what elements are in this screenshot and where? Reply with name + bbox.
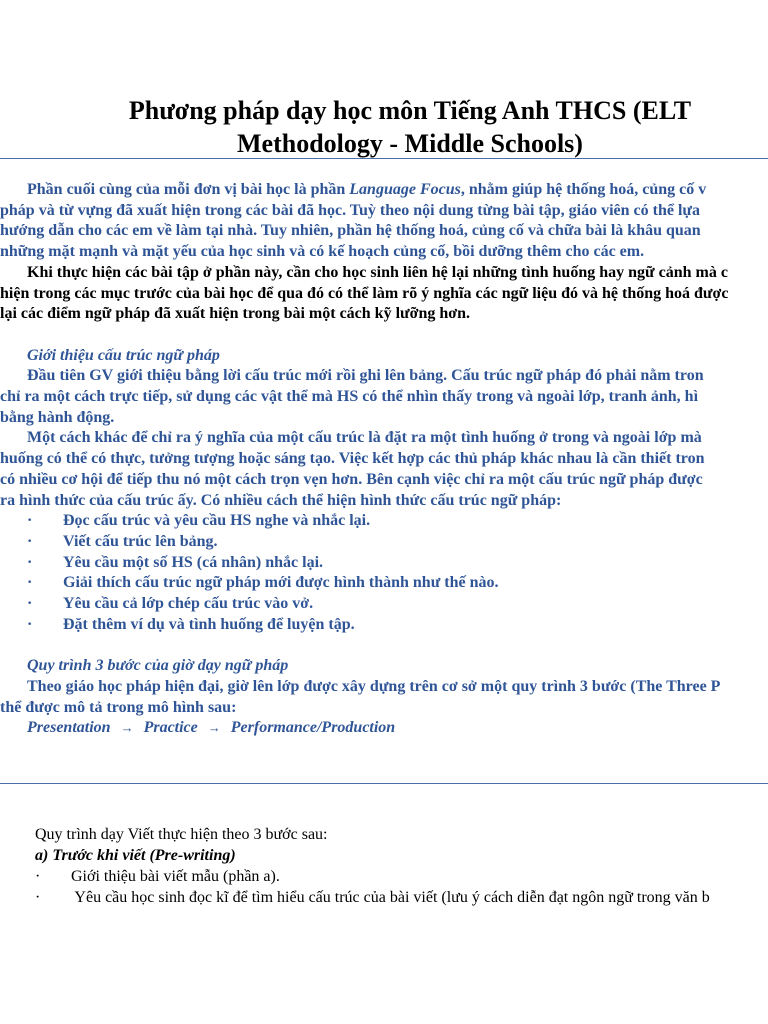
paragraph-3-line: chỉ ra một cách trực tiếp, sử dụng các vật thể mà HS có thể nhìn thấy trong và ngoài lớp, tranh ảnh, hì <box>0 388 699 406</box>
bullet-icon: · <box>27 615 33 633</box>
main-content <box>0 180 768 739</box>
flow-step-presentation: Presentation <box>27 719 111 737</box>
section-heading-three-step: Quy trình 3 bước của giờ dạy ngữ pháp <box>27 657 289 675</box>
paragraph-2-line: Khi thực hiện các bài tập ở phần này, cần cho học sinh liên hệ lại những tình huống hay ngữ cảnh mà c <box>27 263 728 281</box>
bullet-icon: · <box>27 574 33 592</box>
paragraph-4-line: có nhiều cơ hội để tiếp thu nó một cách trọn vẹn hơn. Bên cạnh việc chỉ ra một cấu trúc ngữ pháp được <box>0 470 703 488</box>
writing-section <box>0 824 768 908</box>
paragraph-5-line: thể được mô tả trong mô hình sau: <box>0 698 237 716</box>
paragraph-1-line: những mặt mạnh và mặt yếu của học sinh và có kế hoạch củng cố, bồi dưỡng thêm cho các em. <box>0 243 645 261</box>
document-title <box>0 94 768 160</box>
paragraph-3-line: bằng hành động. <box>0 408 115 426</box>
paragraph-2-line: hiện trong các mục trước của bài học để qua đó có thể làm rõ ý nghĩa các ngữ liệu đó và hệ thống hoá được <box>0 284 729 302</box>
arrow-right-icon: → <box>207 720 221 736</box>
paragraph-1-line: pháp và từ vựng đã xuất hiện trong các bài đã học. Tuỳ theo nội dung từng bài tập, giáo viên có thể lựa <box>0 201 701 219</box>
bullet-icon: · <box>27 532 33 550</box>
paragraph-3-line: Đầu tiên GV giới thiệu bằng lời cấu trúc mới rồi ghi lên bảng. Cấu trúc ngữ pháp đó phải nằm tron <box>27 367 704 385</box>
paragraph-4-line: ra hình thức của cấu trúc ấy. Có nhiều cách thể hiện hình thức cấu trúc ngữ pháp: <box>0 491 562 509</box>
process-flow <box>0 718 768 739</box>
paragraph-4-line: huống có thể có thực, tưởng tượng hoặc sáng tạo. Việc kết hợp các thủ pháp khác nhau là cần thiết tron <box>0 450 705 468</box>
paragraph-4-line: Một cách khác để chỉ ra ý nghĩa của một cấu trúc là đặt ra một tình huống ở trong và ngoài lớp mà <box>27 429 702 447</box>
paragraph-1-line: Phần cuối cùng của mỗi đơn vị bài học là phần Language Focus, nhằm giúp hệ thống hoá, củng cố v <box>27 181 707 198</box>
list-item: · Đặt thêm ví dụ và tình huống để luyện tập. <box>0 615 768 636</box>
bullet-icon: · <box>27 595 33 613</box>
list-item: · Giới thiệu bài viết mẫu (phần a). <box>0 866 768 887</box>
arrow-right-icon: → <box>120 720 134 736</box>
top-divider <box>0 158 768 159</box>
paragraph-5-line: Theo giáo học pháp hiện đại, giờ lên lớp được xây dựng trên cơ sở một quy trình 3 bước (The Three P <box>27 677 721 695</box>
bullet-icon: · <box>35 868 41 885</box>
flow-step-performance: Performance/Production <box>230 719 396 737</box>
paragraph-1-line: hướng dẫn cho các em về làm tại nhà. Tuy nhiên, phần hệ thống hoá, củng cố và chữa bài là khâu quan <box>0 222 701 240</box>
flow-step-practice: Practice <box>143 719 198 737</box>
writing-intro: Quy trình dạy Viết thực hiện theo 3 bước sau: <box>35 826 328 843</box>
list-item: · Yêu cầu cả lớp chép cấu trúc vào vở. <box>0 594 768 615</box>
list-item: · Viết cấu trúc lên bảng. <box>0 532 768 553</box>
title-line-1: Phương pháp dạy học môn Tiếng Anh THCS (ELT <box>128 96 692 125</box>
paragraph-2-line: lại các điểm ngữ pháp đã xuất hiện trong bài một cách kỹ lưỡng hơn. <box>0 305 471 323</box>
bullet-icon: · <box>27 512 33 530</box>
page-break-divider <box>0 783 768 784</box>
section-heading-grammar-intro: Giới thiệu cấu trúc ngữ pháp <box>27 346 220 364</box>
language-focus-term: Language Focus <box>349 181 461 198</box>
list-item: · Yêu cầu học sinh đọc kĩ để tìm hiểu cấu trúc của bài viết (lưu ý cách diễn đạt ngôn ngữ trong văn b <box>0 887 768 908</box>
writing-step-heading: a) Trước khi viết (Pre-writing) <box>35 847 236 864</box>
list-item: · Đọc cấu trúc và yêu cầu HS nghe và nhắc lại. <box>0 511 768 532</box>
list-item: · Yêu cầu một số HS (cá nhân) nhắc lại. <box>0 553 768 574</box>
title-line-2: Methodology - Middle Schools) <box>237 129 583 158</box>
bullet-icon: · <box>35 889 41 906</box>
bullet-icon: · <box>27 553 33 571</box>
list-item: · Giải thích cấu trúc ngữ pháp mới được hình thành như thế nào. <box>0 573 768 594</box>
